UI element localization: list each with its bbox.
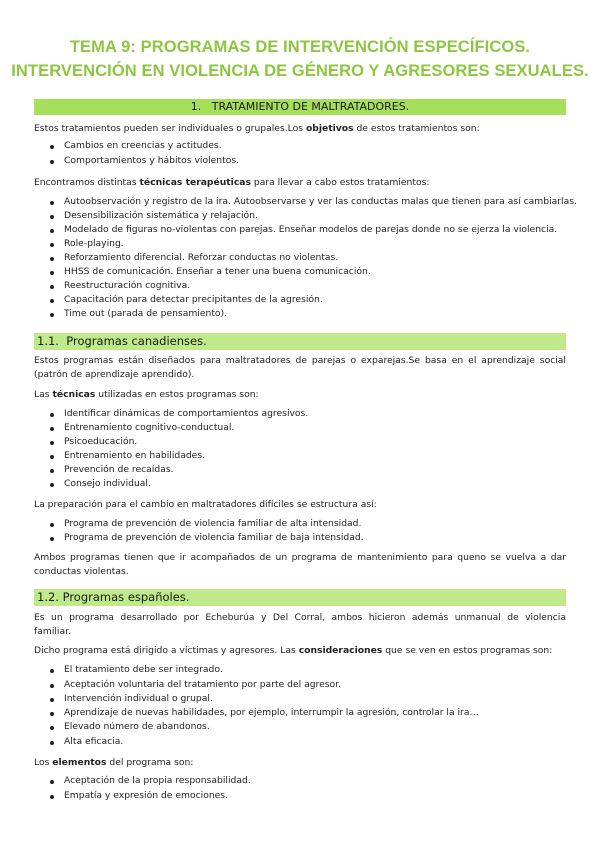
bullet-icon [50,441,54,445]
list-item: Capacitación para detectar precipitantes de la agresión. [64,294,323,305]
bullet-icon [50,741,54,745]
bullet-icon [50,537,54,541]
subsection-heading-bar [34,333,566,350]
list-item: Aceptación de la propia responsabilidad. [64,775,251,786]
bullet-icon [50,712,54,716]
bullet-icon [50,726,54,730]
bullet-icon [50,229,54,233]
intro-paragraph: Estos tratamientos pueden ser individuales o grupales.Los objetivos de estos tratamientos son: [34,123,480,134]
list-item: Comportamientos y hábitos violentos. [64,155,240,166]
list-item: Elevado número de abandonos. [64,721,210,732]
bullet-icon [50,145,54,149]
bullet-icon [50,427,54,431]
list-item: Reforzamiento diferencial. Reforzar conductas no violentas. [64,252,339,263]
paragraph-line: familiar. [34,626,71,637]
document-title-line2: INTERVENCIÓN EN VIOLENCIA DE GÉNERO Y AGRESORES SEXUALES. [11,62,589,80]
bullet-icon [50,215,54,219]
list-item: Identificar dinámicas de comportamientos agresivos. [64,408,309,419]
section-heading: 1. TRATAMIENTO DE MALTRATADORES. [190,100,410,113]
paragraph-line: (patrón de aprendizaje aprendido). [34,369,195,380]
subsection-heading: 1.2. Programas españoles. [37,590,190,604]
list-item: Cambios en creencias y actitudes. [64,140,222,151]
list-item: Aprendizaje de nuevas habilidades, por ejemplo, interrumpir la agresión, controlar la ira… [64,707,479,718]
list-item: HHSS de comunicación. Enseñar a tener una buena comunicación. [64,266,371,277]
list-item: Intervención individual o grupal. [64,693,213,704]
bullet-icon [50,299,54,303]
subsection-heading-bar [34,589,566,606]
bullet-icon [50,201,54,205]
paragraph-line: La preparación para el cambio en maltratadores difíciles se estructura así: [34,499,377,510]
bullet-icon [50,780,54,784]
bullet-icon [50,669,54,673]
subsection-heading: 1.1. Programas canadienses. [37,334,207,348]
list-item: Role-playing. [64,238,124,249]
techniques-intro: Encontramos distintas técnicas terapéuticas para llevar a cabo estos tratamientos: [34,177,430,188]
list-item: Entrenamiento cognitivo-conductual. [64,422,235,433]
bullet-icon [50,698,54,702]
list-item: Psicoeducación. [64,436,138,447]
list-item: Prevención de recaídas. [64,464,174,475]
document-title-line1: TEMA 9: PROGRAMAS DE INTERVENCIÓN ESPECÍFICOS. [69,38,531,56]
paragraph-line: Es un programa desarrollado por Echeburúa y Del Corral, ambos hicieron además unmanual de violencia [34,612,566,623]
bullet-icon [50,285,54,289]
elements-intro: Los elementos del programa son: [34,757,194,768]
list-item: El tratamiento debe ser integrado. [64,664,223,675]
bullet-icon [50,257,54,261]
list-item: Aceptación voluntaria del tratamiento por parte del agresor. [64,679,342,690]
techniques-intro: Las técnicas utilizadas en estos programas son: [34,389,259,400]
list-item: Programa de prevención de violencia familiar de baja intensidad. [64,532,364,543]
bullet-icon [50,684,54,688]
bullet-icon [50,271,54,275]
bullet-icon [50,160,54,164]
list-item: Empatía y expresión de emociones. [64,790,229,801]
bullet-icon [50,469,54,473]
bullet-icon [50,313,54,317]
bullet-icon [50,413,54,417]
list-item: Desensibilización sistemática y relajación. [64,210,258,221]
bullet-icon [50,523,54,527]
list-item: Alta eficacia. [64,736,124,747]
list-item: Time out (parada de pensamiento). [64,308,228,319]
bullet-icon [50,483,54,487]
bullet-icon [50,455,54,459]
list-item: Autoobservación y registro de la ira. Autoobservarse y ver las conductas malas que tienen para así cambiarlas. [64,196,577,207]
bullet-icon [50,795,54,799]
section-heading-bar [34,99,566,115]
paragraph-line: Ambos programas tienen que ir acompañados de un programa de mantenimiento para queno se vuelva a dar [34,552,566,563]
list-item: Reestructuración cognitiva. [64,280,191,291]
bullet-icon [50,243,54,247]
list-item: Consejo individual. [64,478,151,489]
paragraph-line: Estos programas están diseñados para maltratadores de parejas o exparejas.Se basa en el aprendizaje social [34,355,566,366]
paragraph-line: conductas violentas. [34,566,129,577]
list-item: Entrenamiento en habilidades. [64,450,206,461]
list-item: Programa de prevención de violencia familiar de alta intensidad. [64,518,362,529]
list-item: Modelado de figuras no-violentas con parejas. Enseñar modelos de parejas donde no se ejerza la violencia. [64,224,558,235]
considerations-intro: Dicho programa está dirigido a víctimas y agresores. Las consideraciones que se ven en estos programas son: [34,645,553,656]
